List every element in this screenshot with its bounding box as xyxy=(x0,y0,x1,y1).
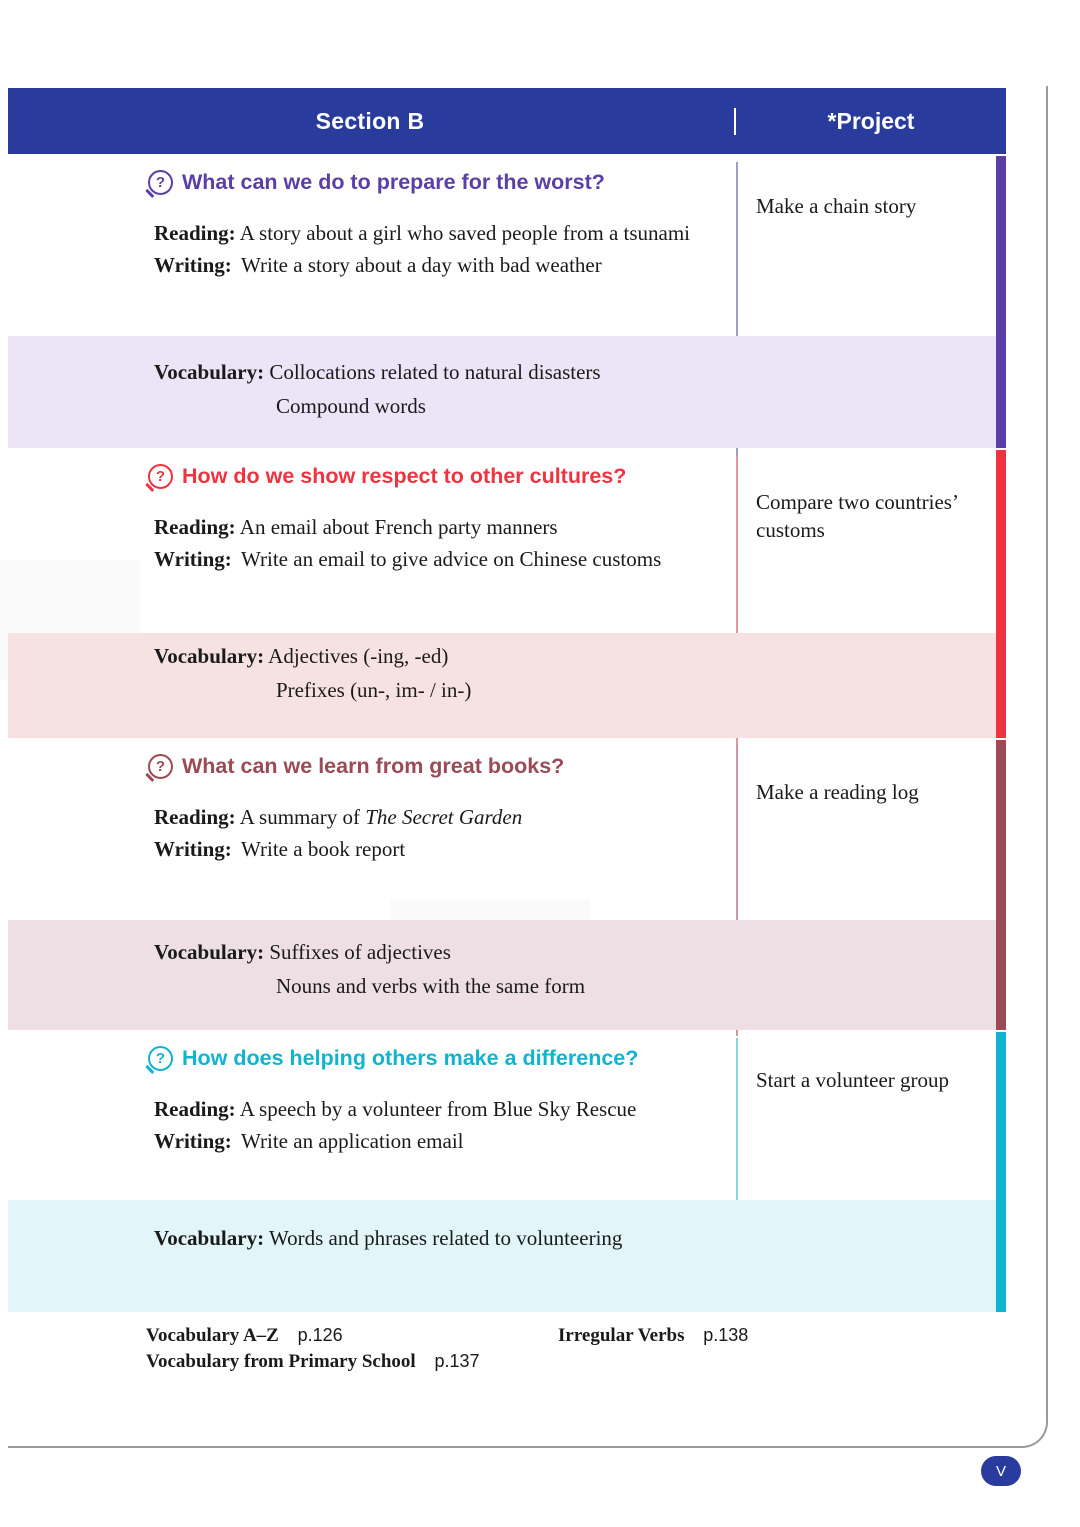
writing-text: Write an application email xyxy=(241,1128,464,1153)
unit-row-3 xyxy=(8,740,1006,1030)
project-text-2: Compare two countries’ customs xyxy=(756,490,958,543)
unit-row-1 xyxy=(8,156,1006,448)
reference-page-vocabulary-primary: p.137 xyxy=(434,1351,480,1371)
project-text-1: Make a chain story xyxy=(756,194,917,218)
essential-question-2 xyxy=(148,464,626,489)
question-mark-icon xyxy=(148,754,173,779)
writing-text: Write a book report xyxy=(241,836,406,861)
column-divider-4 xyxy=(736,1038,738,1204)
reference-row-1 xyxy=(146,1322,966,1348)
writing-text: Write an email to give advice on Chinese customs xyxy=(241,546,662,571)
vocabulary-line xyxy=(154,936,754,970)
vocabulary-block-3 xyxy=(154,936,754,1003)
vocabulary-block-1 xyxy=(154,356,754,423)
unit-details-1 xyxy=(154,218,734,282)
reference-page-vocabulary-az: p.126 xyxy=(297,1325,343,1345)
vocabulary-text: Collocations related to natural disasters xyxy=(269,360,601,384)
reading-label: Reading: xyxy=(154,515,236,539)
question-mark-icon xyxy=(148,1046,173,1071)
vocabulary-line xyxy=(154,1222,754,1256)
reading-label: Reading: xyxy=(154,805,236,829)
vocabulary-line xyxy=(154,356,754,390)
writing-line xyxy=(154,544,734,576)
question-text: How do we show respect to other cultures? xyxy=(182,463,627,488)
unit-details-4 xyxy=(154,1094,734,1158)
reference-label-vocabulary-az: Vocabulary A–Z xyxy=(146,1325,279,1346)
project-text-4: Start a volunteer group xyxy=(756,1068,950,1092)
reading-text: A story about a girl who saved people from a tsunami xyxy=(239,221,691,245)
writing-text: Write a story about a day with bad weather xyxy=(241,252,602,277)
vocabulary-text: Adjectives (-ing, -ed) xyxy=(268,644,449,668)
vocabulary-block-4 xyxy=(154,1222,754,1256)
column-header-project: *Project xyxy=(827,107,915,134)
reading-text: An email about French party manners xyxy=(239,515,558,539)
unit-details-3 xyxy=(154,802,734,866)
writing-label: Writing: xyxy=(154,546,232,571)
unit-details-2 xyxy=(154,512,734,576)
column-header-section-b: Section B xyxy=(8,108,736,135)
reading-line xyxy=(154,218,734,250)
essential-question-3 xyxy=(148,754,564,779)
vocabulary-text: Words and phrases related to volunteering xyxy=(268,1226,623,1250)
unit-row-4 xyxy=(8,1032,1006,1312)
vocabulary-text-2: Compound words xyxy=(276,393,426,418)
vocabulary-text: Suffixes of adjectives xyxy=(269,940,451,964)
writing-label: Writing: xyxy=(154,836,232,861)
vocabulary-label: Vocabulary: xyxy=(154,360,265,384)
reading-line xyxy=(154,1094,734,1126)
question-text: What can we learn from great books? xyxy=(182,753,565,778)
unit-row-2 xyxy=(8,450,1006,738)
reading-text-title: The Secret Garden xyxy=(365,805,523,829)
vocabulary-text-2: Prefixes (un-, im- / in-) xyxy=(276,677,472,702)
reading-label: Reading: xyxy=(154,1097,236,1121)
reference-label-vocabulary-primary: Vocabulary from Primary School xyxy=(146,1351,416,1372)
writing-line xyxy=(154,1126,734,1158)
writing-line xyxy=(154,834,734,866)
vocabulary-label: Vocabulary: xyxy=(154,644,265,668)
table-header xyxy=(8,88,1006,154)
reference-row-2 xyxy=(146,1348,966,1374)
vocabulary-block-2 xyxy=(154,640,754,707)
question-mark-icon xyxy=(148,170,173,195)
question-mark-icon xyxy=(148,464,173,489)
vocabulary-text-2: Nouns and verbs with the same form xyxy=(276,973,586,998)
vocabulary-line xyxy=(154,640,754,674)
reference-label-irregular-verbs: Irregular Verbs xyxy=(558,1325,685,1346)
reading-label: Reading: xyxy=(154,221,236,245)
question-text: What can we do to prepare for the worst? xyxy=(182,169,605,194)
reading-line xyxy=(154,512,734,544)
essential-question-4 xyxy=(148,1046,638,1071)
essential-question-1 xyxy=(148,170,605,195)
page-number: V xyxy=(981,1456,1021,1486)
reading-text: A speech by a volunteer from Blue Sky Rescue xyxy=(239,1097,637,1121)
reading-line xyxy=(154,802,734,834)
vocabulary-label: Vocabulary: xyxy=(154,940,265,964)
project-text-3: Make a reading log xyxy=(756,780,919,804)
reading-text: A summary of xyxy=(239,805,366,829)
question-text: How does helping others make a difference? xyxy=(182,1045,639,1070)
writing-line xyxy=(154,250,734,282)
reference-page-irregular-verbs: p.138 xyxy=(703,1325,749,1345)
vocabulary-label: Vocabulary: xyxy=(154,1226,265,1250)
writing-label: Writing: xyxy=(154,252,232,277)
writing-label: Writing: xyxy=(154,1128,232,1153)
vocabulary-band-4 xyxy=(8,1200,996,1312)
reference-irregular-verbs xyxy=(558,1322,748,1350)
reference-section xyxy=(146,1322,966,1374)
